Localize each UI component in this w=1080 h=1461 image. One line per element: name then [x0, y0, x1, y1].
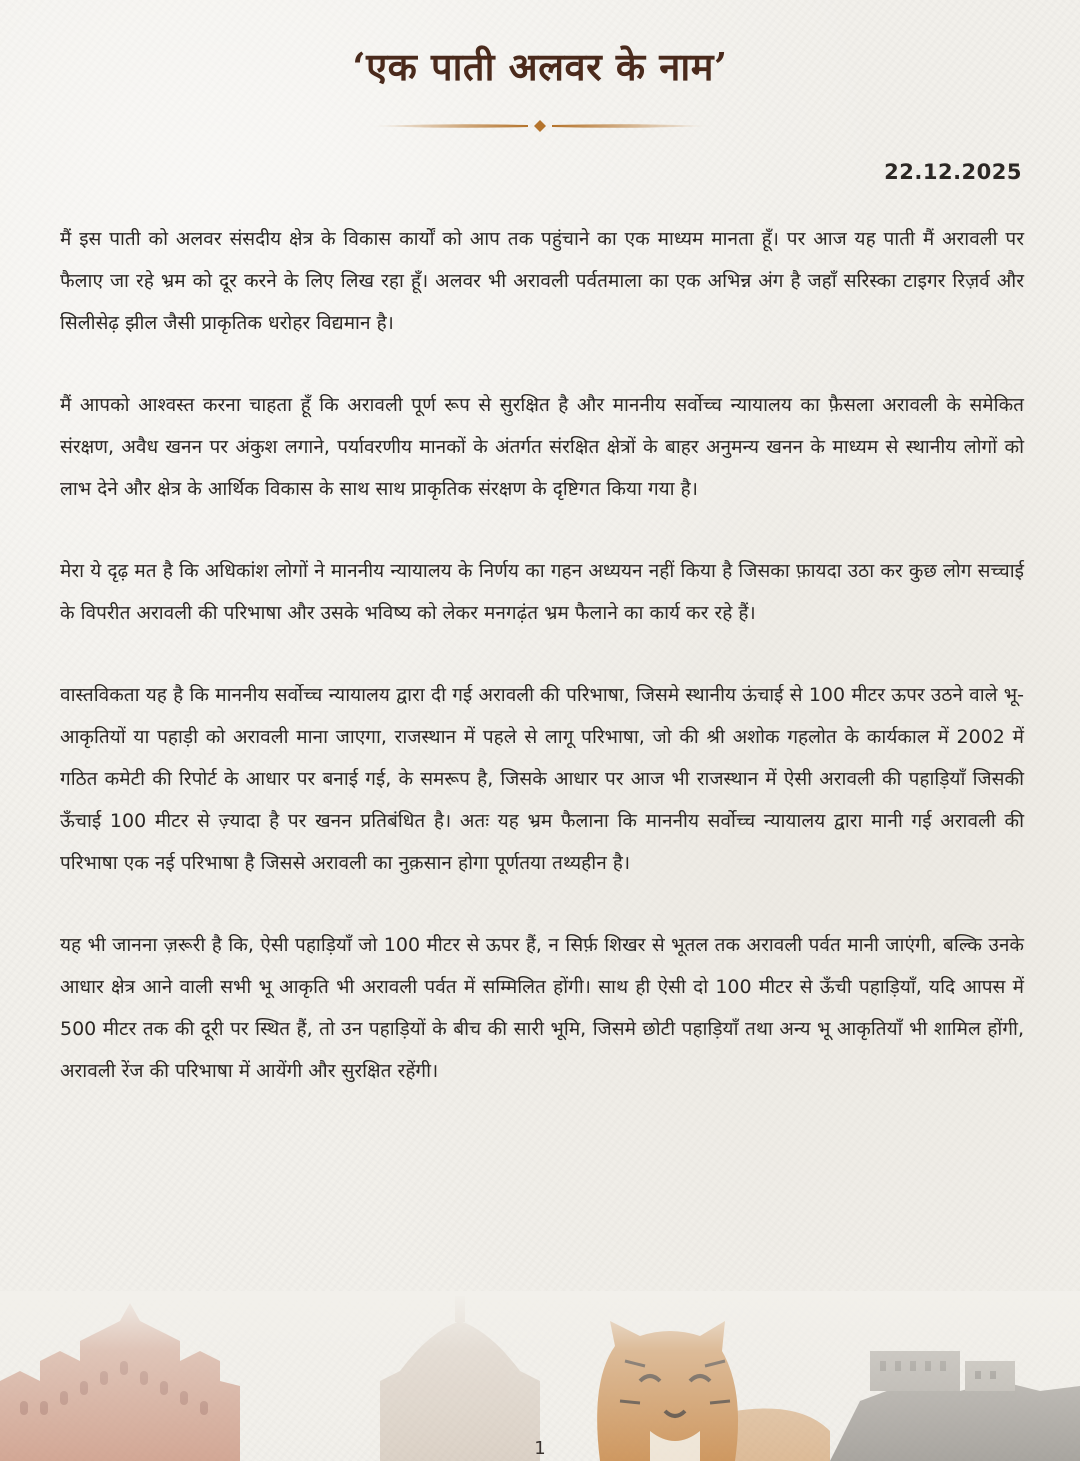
paragraph-5: यह भी जानना ज़रूरी है कि, ऐसी पहाड़ियाँ जो 100 मीटर से ऊपर हैं, न सिर्फ़ शिखर से भूतल तक अरावली पर्वत मानी जाएंगी, बल्कि उनके आधार क्षेत्र आने वाली सभी भू आकृति भी अरावली पर्वत में सम्मिलित होंगी। साथ ही ऐसी दो 100 मीटर से ऊँची पहाड़ियाँ, यदि आपस में 500 मीटर तक की दूरी पर स्थित हैं, तो उन पहाड़ियों के बीच की सारी भूमि, जिसमे छोटी पहाड़ियाँ तथा अन्य भू आकृतियाँ भी शामिल होंगी, अरावली रेंज की परिभाषा में आयेंगी और सुरक्षित रहेंगी। [60, 934, 1024, 1082]
paragraph-4: वास्तविकता यह है कि माननीय सर्वोच्च न्यायालय द्वारा दी गई अरावली की परिभाषा, जिसमे स्थानीय ऊंचाई से 100 मीटर ऊपर उठने वाले भू-आकृतियों या पहाड़ी को अरावली माना जाएगा, राजस्थान में पहले से लागू परिभाषा, जो की श्री अशोक गहलोत के कार्यकाल में 2002 में गठित कमेटी की रिपोर्ट के आधार पर बनाई गई, के समरूप है, जिसके आधार पर आज भी राजस्थान में ऐसी अरावली की पहाड़ियाँ जिसकी ऊँचाई 100 मीटर से ज़्यादा है पर खनन प्रतिबंधित है। अतः यह भ्रम फैलाना कि माननीय सर्वोच्च न्यायालय द्वारा मानी गई अरावली की परिभाषा एक नई परिभाषा है जिससे अरावली का नुक़सान होगा पूर्णतया तथ्यहीन है। [60, 684, 1024, 874]
ornamental-divider [370, 116, 710, 136]
heritage-skyline-illustration [0, 1291, 1080, 1461]
paragraph-3: मेरा ये दृढ़ मत है कि अधिकांश लोगों ने माननीय न्यायालय के निर्णय का गहन अध्ययन नहीं किया है जिसका फ़ायदा उठा कर कुछ लोग सच्चाई के विपरीत अरावली की परिभाषा और उसके भविष्य को लेकर मनगढ़ंत भ्रम फैलाने का कार्य कर रहे हैं। [60, 560, 1024, 624]
page-number: 1 [534, 1438, 546, 1459]
letter-title: ‘एक पाती अलवर के नाम’ [352, 44, 728, 89]
diamond-icon [534, 120, 546, 132]
paragraph-2: मैं आपको आश्वस्त करना चाहता हूँ कि अरावली पूर्ण रूप से सुरक्षित है और माननीय सर्वोच्च न्यायालय का फ़ैसला अरावली के समेकित संरक्षण, अवैध खनन पर अंकुश लगाने, पर्यावरणीय मानकों के अंतर्गत संरक्षित क्षेत्रों के बाहर अनुमन्य खनन के माध्यम से स्थानीय लोगों को लाभ देने और क्षेत्र के आर्थिक विकास के साथ साथ प्राकृतिक संरक्षण के दृष्टिगत किया गया है। [60, 394, 1024, 500]
letter-date: 22.12.2025 [884, 160, 1022, 184]
letter-body [60, 218, 1024, 1132]
paragraph-1: मैं इस पाती को अलवर संसदीय क्षेत्र के विकास कार्यों को आप तक पहुंचाने का एक माध्यम मानता हूँ। पर आज यह पाती मैं अरावली पर फैलाए जा रहे भ्रम को दूर करने के लिए लिख रहा हूँ। अलवर भी अरावली पर्वतमाला का एक अभिन्न अंग है जहाँ सरिस्का टाइगर रिज़र्व और सिलीसेढ़ झील जैसी प्राकृतिक धरोहर विद्यमान है। [60, 228, 1024, 334]
